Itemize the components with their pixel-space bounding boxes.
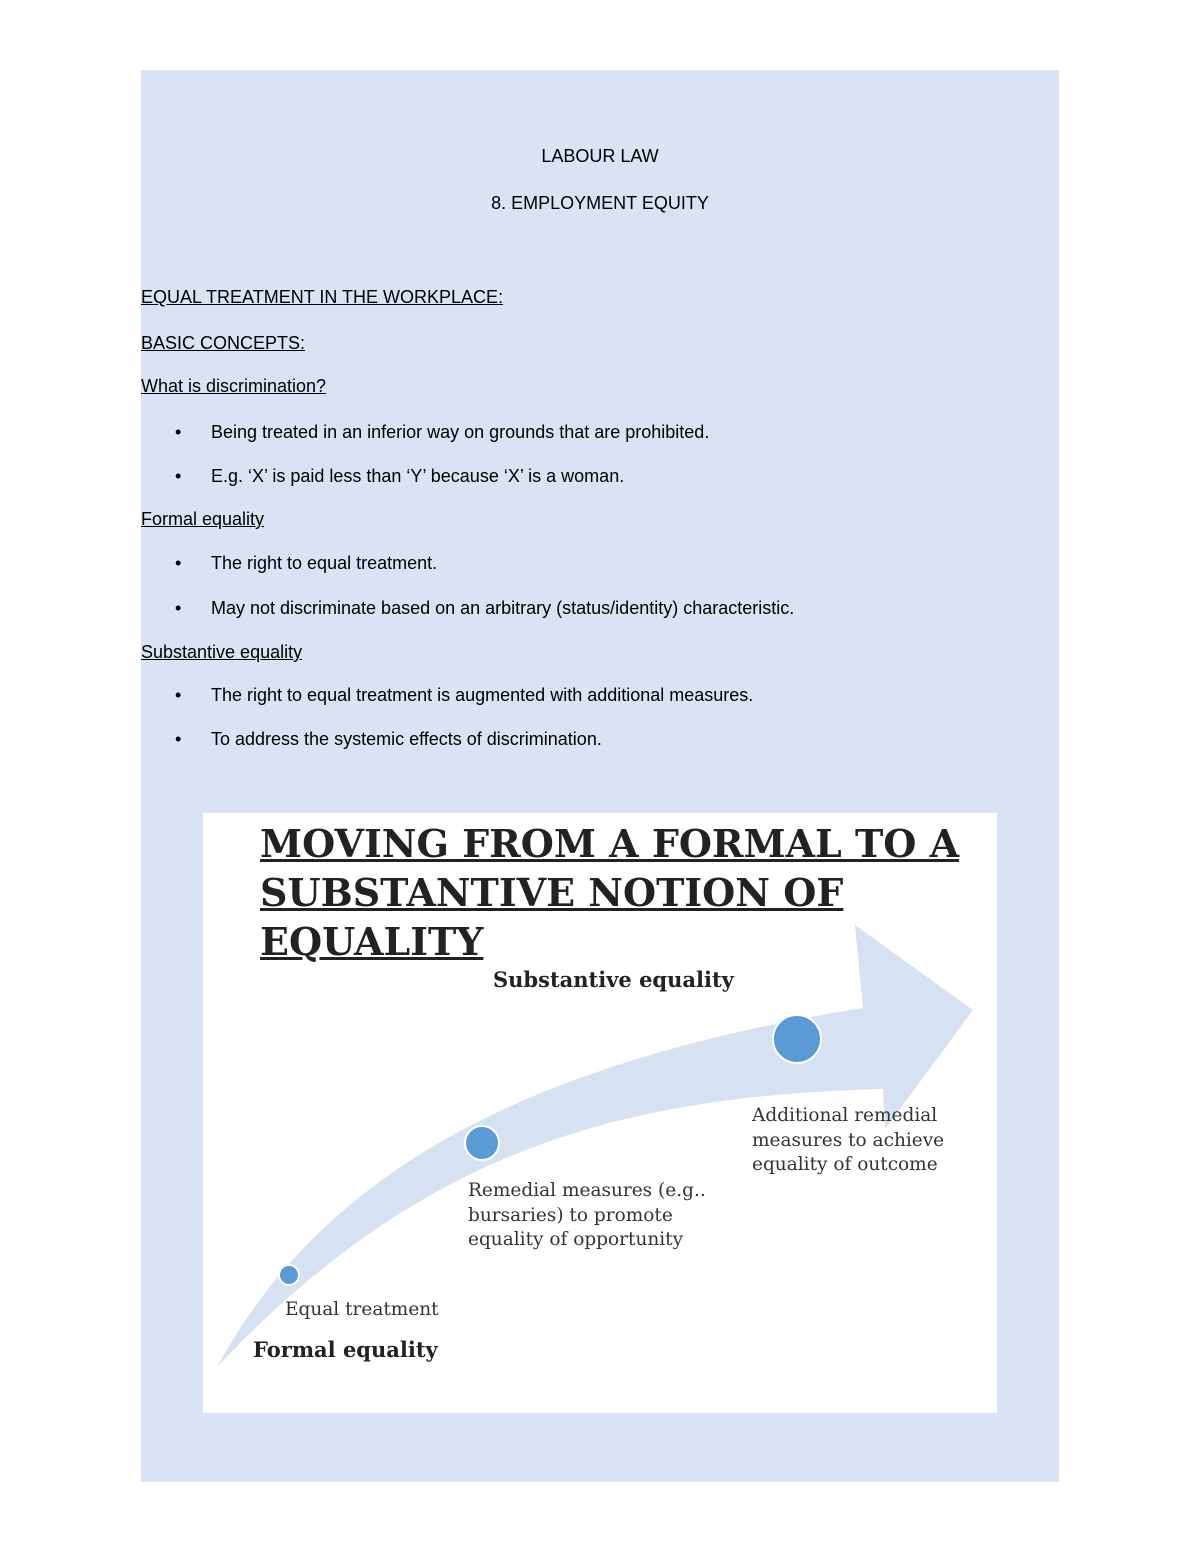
topic-heading-substantive-equality: Substantive equality — [141, 642, 303, 662]
stage-label-line: bursaries) to promote — [468, 1204, 673, 1226]
equality-diagram — [203, 813, 997, 1413]
section-heading: EQUAL TREATMENT IN THE WORKPLACE: — [141, 287, 504, 307]
topic-heading-formal-equality: Formal equality — [141, 509, 265, 529]
course-title: LABOUR LAW — [541, 146, 659, 166]
stage-dot-formal — [279, 1265, 299, 1285]
stage-opportunity-label — [468, 1179, 706, 1253]
stage-label-line: Additional remedial — [752, 1105, 938, 1126]
bullet-icon: • — [175, 422, 182, 442]
list-item: Being treated in an inferior way on grounds that are prohibited. — [211, 422, 710, 442]
diagram-title — [260, 819, 960, 966]
bullet-icon: • — [175, 685, 182, 705]
stage-dot-opportunity — [465, 1126, 499, 1160]
stage-label-line: equality of opportunity — [468, 1229, 684, 1250]
substantive-equality-label: Substantive equality — [493, 967, 734, 992]
bullet-icon: • — [175, 598, 182, 618]
diagram-title-line: MOVING FROM A FORMAL TO A — [260, 821, 960, 866]
bullet-icon: • — [175, 729, 182, 749]
stage-label-line: measures to achieve — [752, 1129, 945, 1151]
list-item: E.g. ‘X’ is paid less than ‘Y’ because ‘X’ is a woman. — [211, 466, 625, 486]
stage-label-line: equality of outcome — [752, 1154, 938, 1175]
topic-heading-discrimination: What is discrimination? — [141, 376, 327, 396]
diagram-title-line: SUBSTANTIVE NOTION OF — [260, 870, 844, 915]
stage-dot-outcome — [773, 1015, 821, 1063]
stage-outcome-label — [752, 1104, 944, 1178]
stage-label-line: Remedial measures (e.g.. — [468, 1180, 706, 1201]
diagram-title-line: EQUALITY — [260, 919, 484, 964]
stage-label-line: Equal treatment — [285, 1299, 439, 1320]
list-item: To address the systemic effects of discrimination. — [211, 729, 602, 749]
list-item: The right to equal treatment is augmented with additional measures. — [211, 685, 754, 705]
bullet-icon: • — [175, 553, 182, 573]
list-item: The right to equal treatment. — [211, 553, 438, 573]
formal-equality-label: Formal equality — [253, 1337, 438, 1362]
subsection-heading: BASIC CONCEPTS: — [141, 333, 306, 353]
stage-formal-label — [285, 1298, 439, 1323]
list-item: May not discriminate based on an arbitrary (status/identity) characteristic. — [211, 598, 795, 618]
chapter-title: 8. EMPLOYMENT EQUITY — [491, 193, 709, 213]
bullet-icon: • — [175, 466, 182, 486]
